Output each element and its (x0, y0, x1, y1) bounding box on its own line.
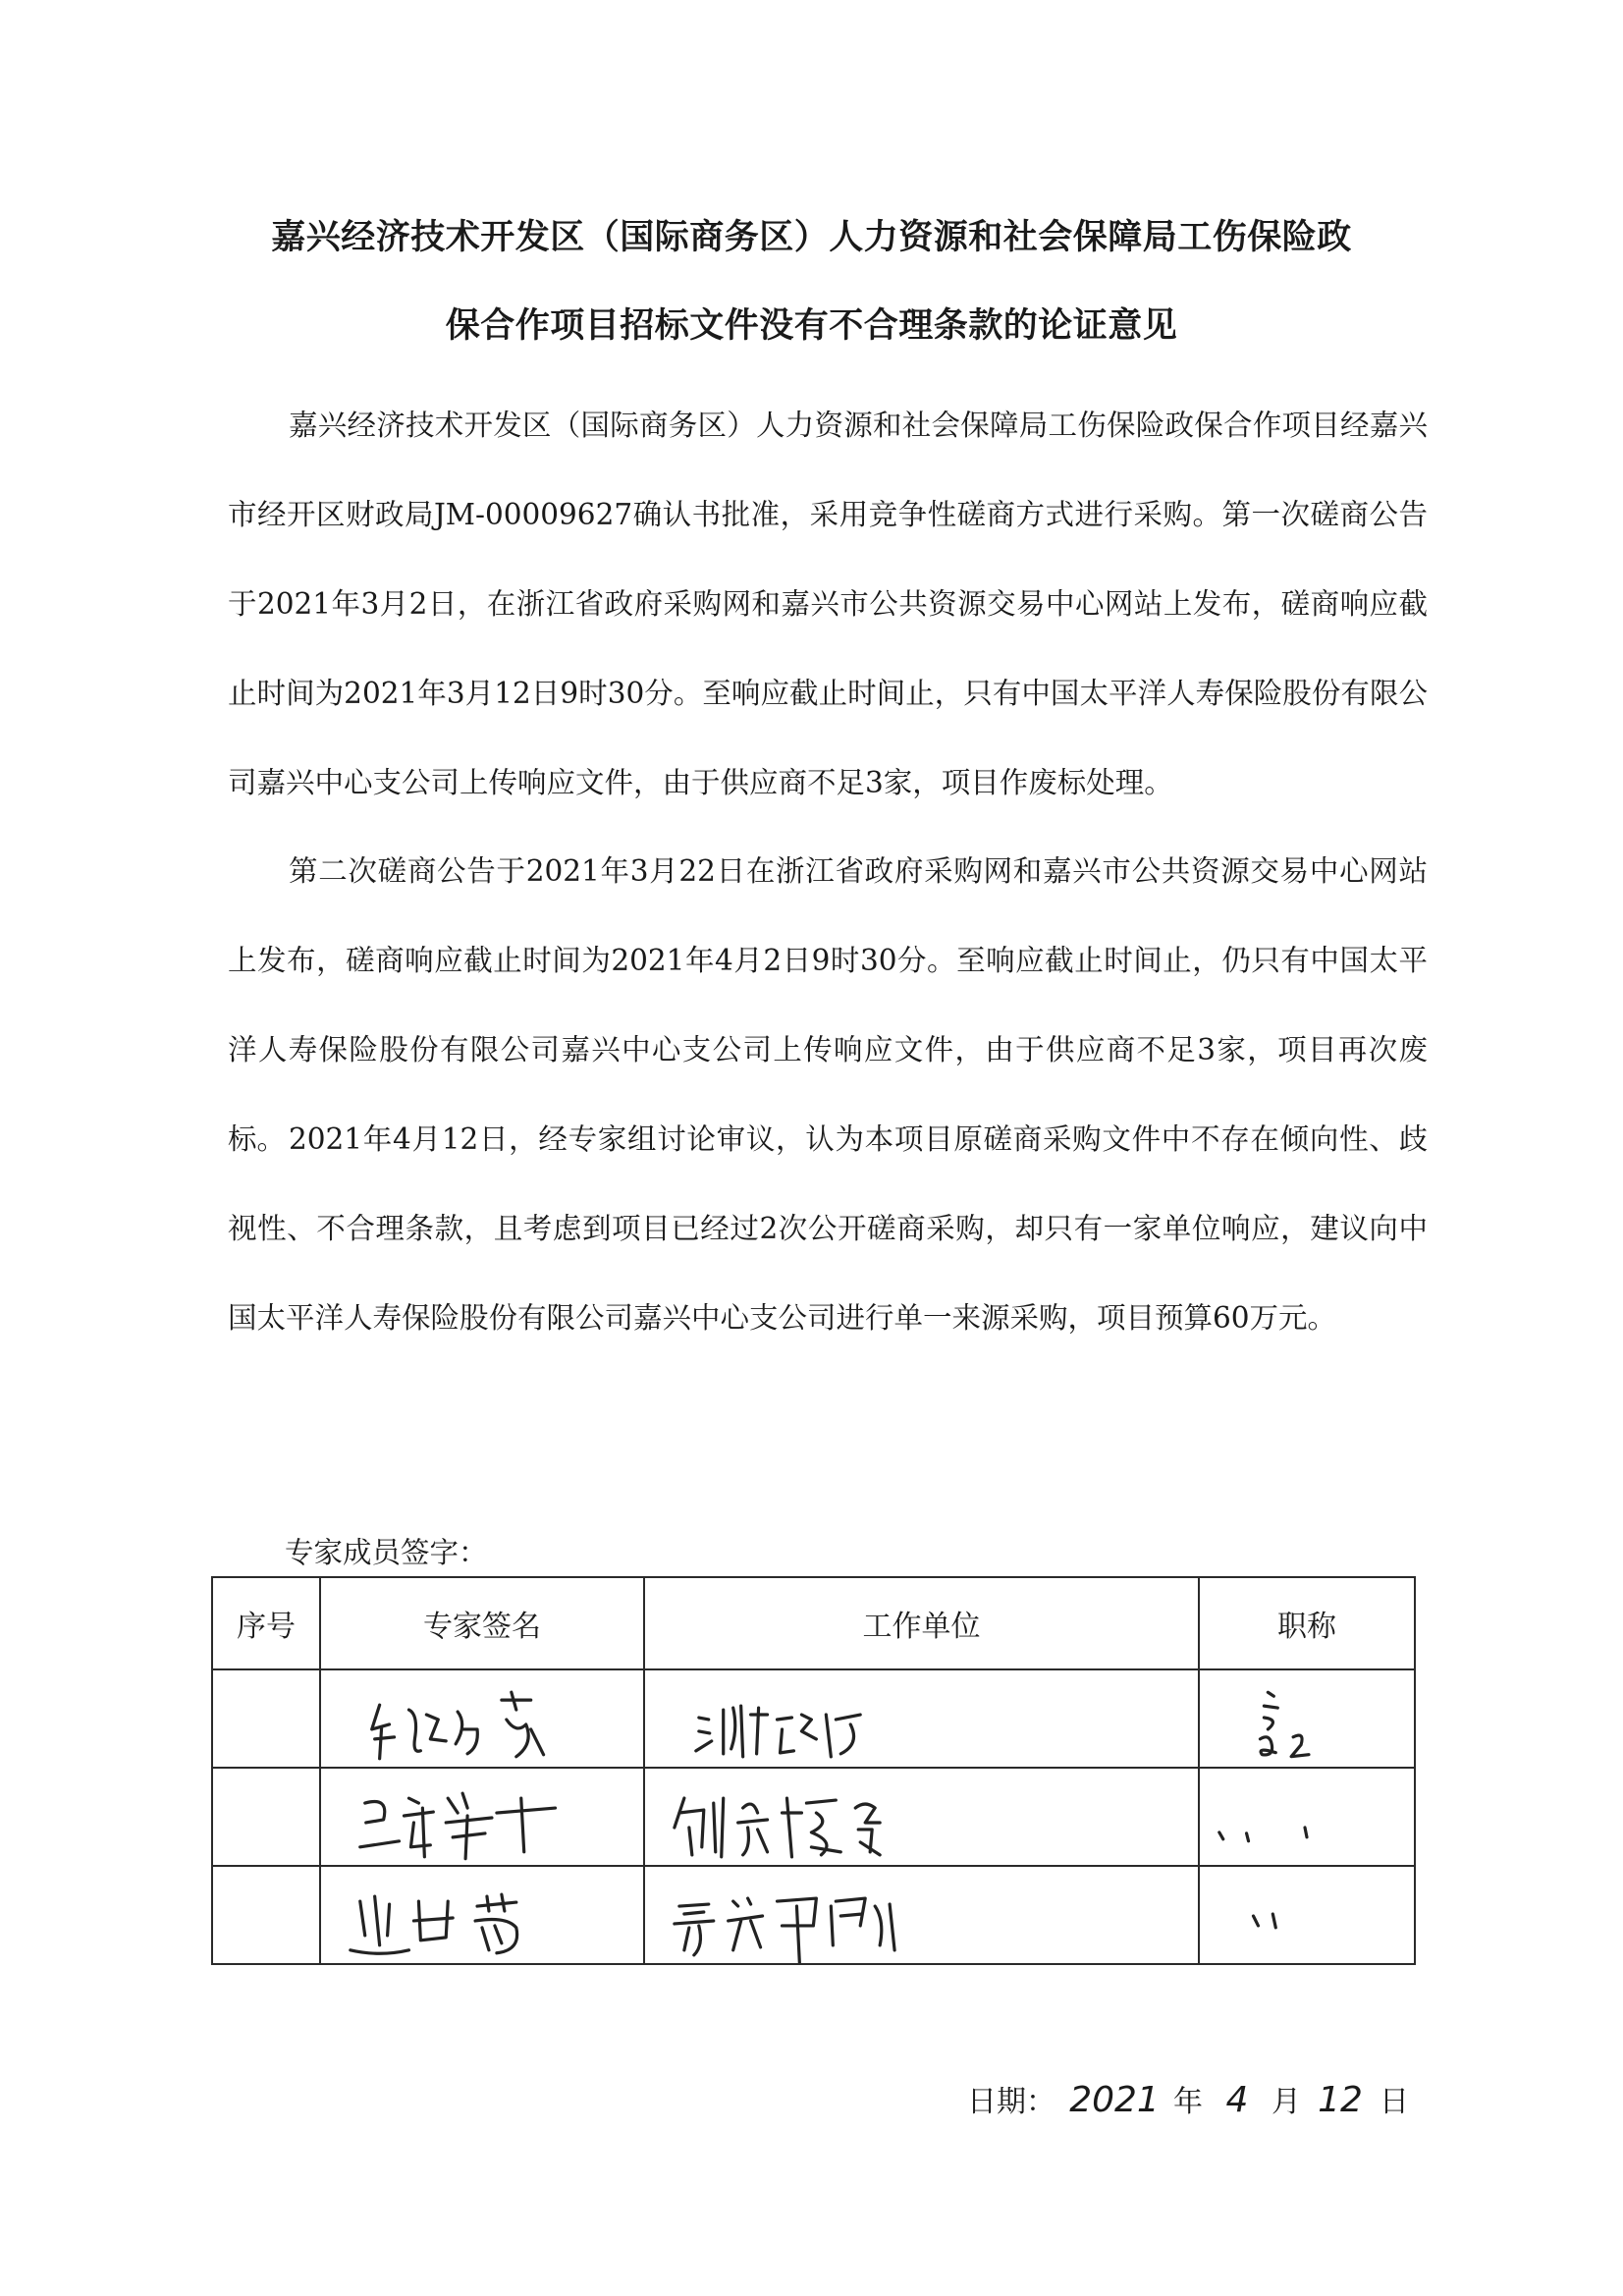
row-1-signature (320, 1669, 644, 1768)
row-3-title (1199, 1866, 1415, 1964)
document-title-line-2: 保合作项目招标文件没有不合理条款的论证意见 (445, 306, 1178, 346)
header-title: 职称 (1199, 1577, 1415, 1669)
table-row (212, 1669, 1415, 1768)
paragraph-3: 2021年4月12日，经专家组讨论审议，认为本项目原磋商采购文件中不存在倾向性、歧视性、不合理条款，且考虑到项目已经过2次公开磋商采购，却只有一家单位响应，建议向中国太平洋人寿保险股份有限公司嘉兴中心支公司进行单一来源采购，项目预算60万元。 (228, 1122, 1428, 1335)
paragraph-2: 第二次磋商公告于2021年3月22日在浙江省政府采购网和嘉兴市公共资源交易中心网站上发布，磋商响应截止时间为2021年4月2日9时30分。至响应截止时间止，仍只有中国太平洋人寿保险股份有限公司嘉兴中心支公司上传响应文件，由于供应商不足3家，项目再次废标。 (228, 854, 1428, 1156)
row-2-seq (212, 1768, 320, 1866)
paragraph-1: 嘉兴经济技术开发区（国际商务区）人力资源和社会保障局工伤保险政保合作项目经嘉兴市经开区财政局JM-00009627确认书批准，采用竞争性磋商方式进行采购。第一次磋商公告于2021年3月2日，在浙江省政府采购网和嘉兴市公共资源交易中心网站上发布，磋商响应截止时间为2021年3月12日9时30分。至响应截止时间止，只有中国太平洋人寿保险股份有限公司嘉兴中心支公司上传响应文件，由于供应商不足3家，项目作废标处理。 (228, 409, 1428, 799)
handwritten-work-unit-3 (645, 1867, 1198, 1963)
table-header-row (212, 1577, 1415, 1669)
row-3-signature (320, 1866, 644, 1964)
row-3-seq (212, 1866, 320, 1964)
date-day: 12 (1318, 2080, 1363, 2120)
date-month: 4 (1225, 2080, 1249, 2120)
document-title-line-1: 嘉兴经济技术开发区（国际商务区）人力资源和社会保障局工伤保险政 (271, 218, 1352, 257)
row-3-work-unit (644, 1866, 1199, 1964)
handwritten-title-3 (1200, 1867, 1414, 1963)
header-seq: 序号 (212, 1577, 320, 1669)
handwritten-signature-1 (321, 1670, 643, 1767)
table-row (212, 1866, 1415, 1964)
handwritten-signature-3 (321, 1867, 643, 1963)
date-label: 日期： (967, 2085, 1055, 2119)
row-1-seq (212, 1669, 320, 1768)
date-month-unit: 月 (1271, 2085, 1301, 2119)
date-day-unit: 日 (1380, 2085, 1409, 2119)
row-2-signature (320, 1768, 644, 1866)
handwritten-title-1 (1200, 1670, 1414, 1767)
experts-signature-table (211, 1576, 1416, 1965)
header-work-unit: 工作单位 (644, 1577, 1199, 1669)
header-signature: 专家签名 (320, 1577, 644, 1669)
handwritten-work-unit-2 (645, 1769, 1198, 1865)
table-row (212, 1768, 1415, 1866)
date-line (967, 2077, 1409, 2120)
handwritten-signature-2 (321, 1769, 643, 1865)
row-1-work-unit (644, 1669, 1199, 1768)
date-year-unit: 年 (1173, 2085, 1203, 2119)
row-2-work-unit (644, 1768, 1199, 1866)
row-2-title (1199, 1768, 1415, 1866)
handwritten-work-unit-1 (645, 1670, 1198, 1767)
date-year: 2021 (1069, 2080, 1160, 2120)
handwritten-title-2 (1200, 1769, 1414, 1865)
row-1-title (1199, 1669, 1415, 1768)
members-signature-label: 专家成员签字： (285, 1536, 488, 1569)
